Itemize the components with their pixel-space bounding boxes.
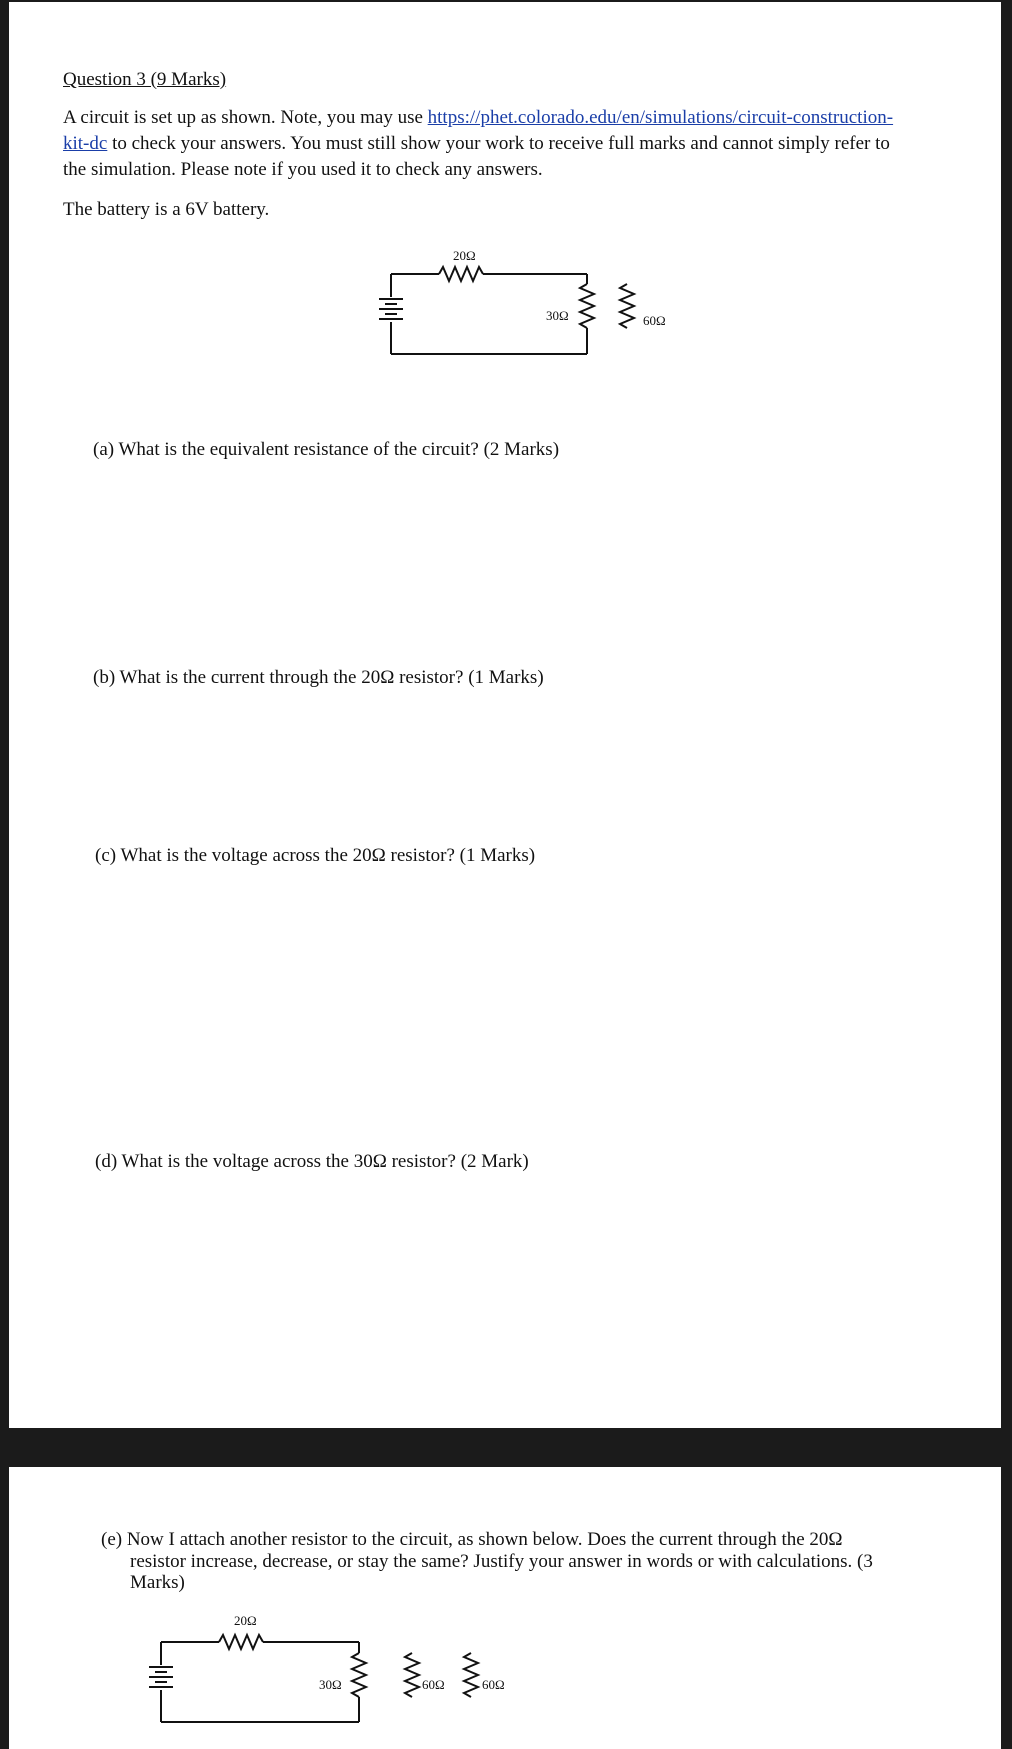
circuit-diagram-1: [359, 242, 689, 367]
intro-line-3: the simulation. Please note if you used it to check any answers.: [63, 159, 543, 180]
phet-link-part2[interactable]: kit-dc: [63, 133, 108, 154]
resistor-20-zigzag: [219, 1635, 263, 1649]
question-title: Question 3 (9 Marks): [63, 69, 227, 90]
phet-link-part1[interactable]: https://phet.colorado.edu/en/simulations/circuit-construction-: [427, 107, 894, 128]
resistor-60b-zigzag: [464, 1653, 478, 1697]
r1-label: 20Ω: [234, 1613, 257, 1628]
resistor-60-zigzag: [620, 284, 634, 328]
resistor-60a-zigzag: [405, 1653, 419, 1697]
page-1: [9, 2, 1001, 1428]
intro-line-2: [63, 132, 890, 156]
part-c: (c) What is the voltage across the 20Ω resistor? (1 Marks): [95, 845, 536, 866]
part-d: (d) What is the voltage across the 30Ω resistor? (2 Mark): [95, 1151, 529, 1172]
battery-icon: [379, 299, 403, 319]
intro-text-1: A circuit is set up as shown. Note, you may use: [63, 107, 428, 128]
page-2: [9, 1467, 1001, 1749]
part-e-line-3: Marks): [130, 1572, 185, 1593]
r3-label: 60Ω: [422, 1677, 445, 1692]
part-e-line-1: (e) Now I attach another resistor to the circuit, as shown below. Does the current through the 20Ω: [101, 1529, 843, 1550]
resistor-30-zigzag: [352, 1653, 366, 1697]
battery-note: The battery is a 6V battery.: [63, 199, 270, 220]
intro-text-2: to check your answers. You must still show your work to receive full marks and cannot simply refer to: [107, 133, 890, 154]
resistor-20-zigzag: [439, 267, 483, 281]
r3-label: 60Ω: [643, 313, 666, 328]
circuit-diagram-2: [139, 1597, 519, 1749]
resistor-30-zigzag: [580, 284, 594, 328]
r4-label: 60Ω: [482, 1677, 505, 1692]
r2-label: 30Ω: [546, 308, 569, 323]
battery-icon: [149, 1667, 173, 1687]
part-a: (a) What is the equivalent resistance of the circuit? (2 Marks): [93, 439, 560, 460]
intro-line-1: [63, 106, 893, 130]
r1-label: 20Ω: [453, 248, 476, 263]
part-b: (b) What is the current through the 20Ω resistor? (1 Marks): [93, 667, 544, 688]
part-e-line-2: resistor increase, decrease, or stay the same? Justify your answer in words or with calculations. (3: [130, 1551, 873, 1572]
r2-label: 30Ω: [319, 1677, 342, 1692]
